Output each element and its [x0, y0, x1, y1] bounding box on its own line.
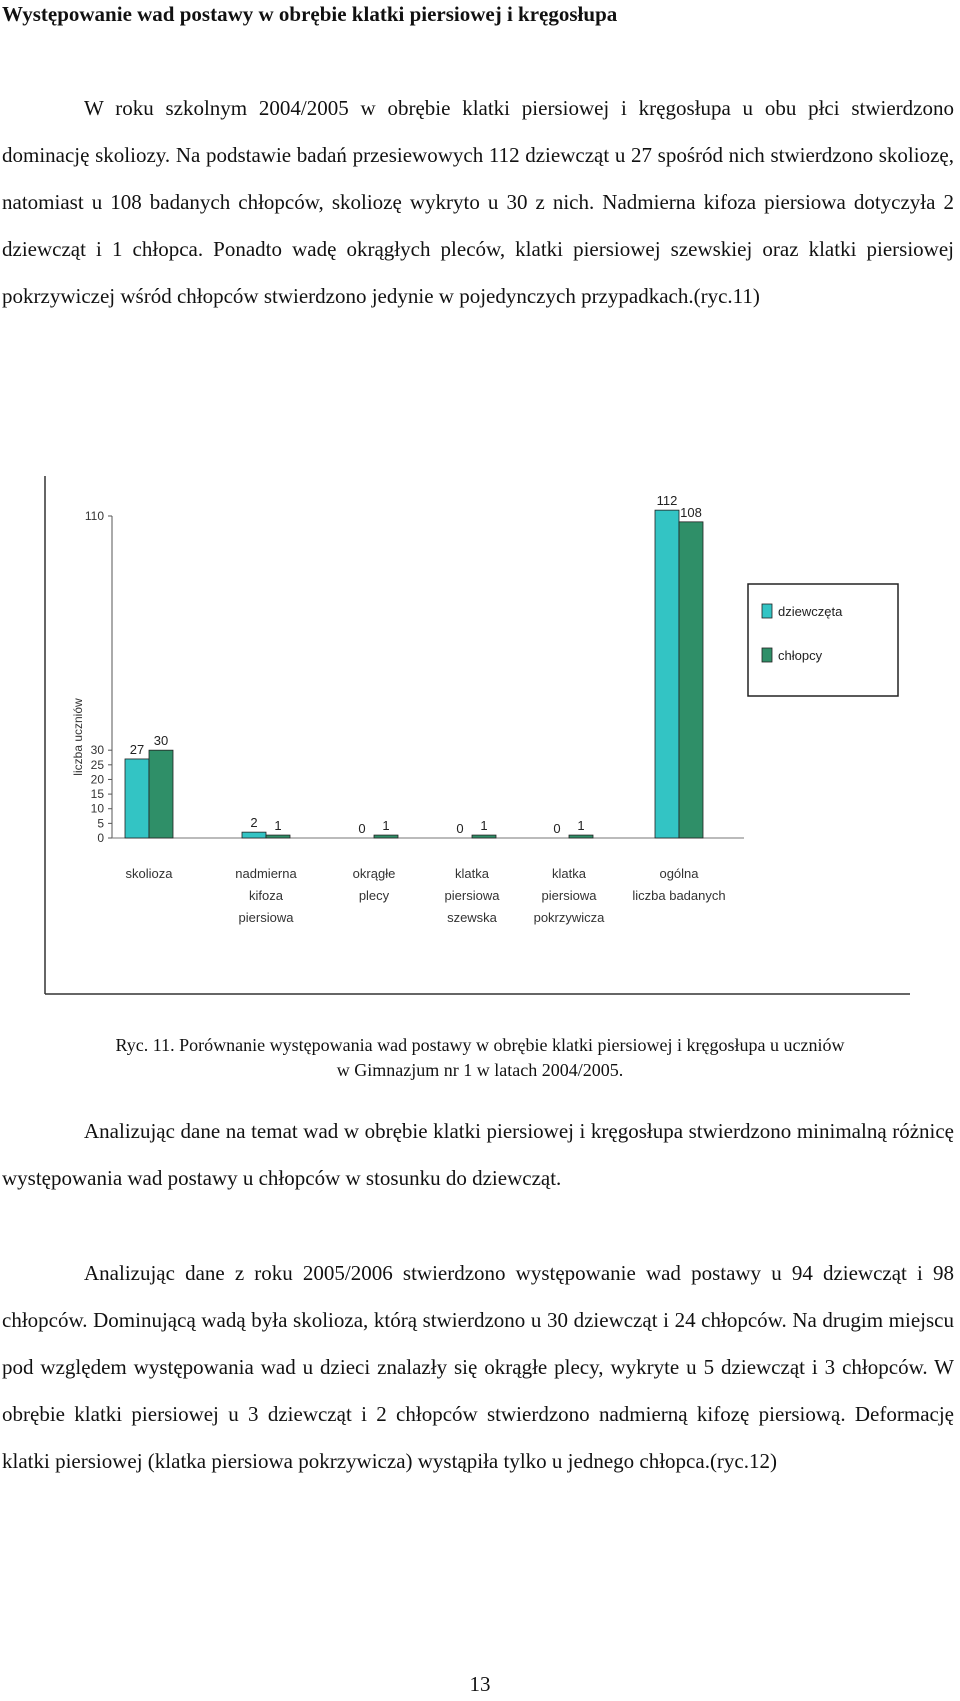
bar [569, 835, 593, 838]
figure-chart [44, 476, 910, 996]
section-heading: Występowanie wad postawy w obrębie klatki piersiowej i kręgosłupa [2, 2, 618, 26]
category-label: ogólna [659, 866, 699, 881]
data-label: 0 [358, 821, 366, 836]
category-label: piersiowa [541, 888, 597, 903]
data-label: 108 [680, 504, 702, 520]
paragraph-intro-text: W roku szkolnym 2004/2005 w obrębie klatki piersiowej i kręgosłupa u obu płci stwierdzono dominację skoliozy. Na podstawie badań przesiewowych 112 dziewcząt u 27 spośród nich stwierdzono skoliozę, natomiast u 108 badanych chłopców, skoliozę wykryto u 30 z nich. Nadmierna kifoza piersiowa dotyczyła 2 dziewcząt i 1 chłopca. Ponadto wadę okrągłych pleców, klatki piersiowej szewskiej oraz klatki piersiowej pokrzywiczej wśród chłopców stwierdzono jedynie w pojedynczych przypadkach.(ryc.11) [2, 96, 954, 308]
category-label: kifoza [249, 888, 283, 903]
bar [125, 759, 149, 838]
category-label: nadmierna [235, 866, 297, 881]
category-label: plecy [358, 888, 390, 903]
category-label: klatka [552, 866, 586, 881]
category-label: piersiowa [444, 888, 500, 903]
bar [149, 750, 173, 838]
figure-caption-line-1: Ryc. 11. Porównanie występowania wad postawy w obrębie klatki piersiowej i kręgosłupa u uczniów [115, 1035, 845, 1055]
data-label: 112 [656, 493, 678, 509]
data-label: 27 [129, 741, 145, 757]
bar [242, 832, 266, 838]
data-label: 1 [480, 818, 488, 834]
category-label: skolioza [125, 866, 173, 881]
y-tick-label: 5 [97, 816, 104, 831]
bar [655, 510, 679, 838]
category-label: piersiowa [238, 910, 294, 925]
paragraph-2005-2006 [2, 1250, 954, 1485]
data-label: 1 [274, 818, 282, 834]
y-tick-label: 110 [84, 509, 104, 523]
category-label: pokrzywicza [533, 910, 605, 925]
paragraph-analysis [2, 1108, 954, 1202]
data-label: 2 [250, 815, 258, 831]
y-tick-label: 10 [90, 801, 104, 816]
page-number: 13 [469, 1672, 491, 1696]
legend-box [748, 584, 898, 696]
category-label: klatka [455, 866, 489, 881]
data-label: 0 [456, 821, 464, 836]
bar [679, 522, 703, 838]
category-label: okrągłe [352, 866, 396, 881]
data-label: 1 [577, 818, 585, 834]
legend-label: chłopcy [778, 648, 823, 663]
y-tick-label: 30 [90, 743, 104, 758]
y-tick-label: 0 [97, 831, 104, 845]
legend-swatch [762, 648, 772, 662]
paragraph-2005-2006-text: Analizując dane z roku 2005/2006 stwierdzono występowanie wad postawy u 94 dziewcząt i 98 chłopców. Dominującą wadą była skolioza, którą stwierdzono u 30 dziewcząt i 24 chłopców. Na drugim miejscu pod względem występowania wad u dzieci znalazły się okrągłe plecy, wykryte u 5 dziewcząt i 3 chłopców. W obrębie klatki piersiowej u 3 dziewcząt i 2 chłopców stwierdzono nadmierną kifozę piersiową. Deformację klatki piersiowej (klatka piersiowa pokrzywicza) wystąpiła tylko u jednego chłopca.(ryc.12) [2, 1261, 954, 1473]
bar-chart [44, 476, 910, 996]
bar [472, 835, 496, 838]
legend-swatch [762, 604, 772, 618]
data-label: 0 [553, 821, 561, 836]
legend-label: dziewczęta [778, 604, 843, 619]
paragraph-intro [2, 85, 954, 320]
data-label: 30 [153, 733, 169, 749]
y-axis-title: liczba uczniów [71, 698, 85, 776]
bar [266, 835, 290, 838]
bar [374, 835, 398, 838]
y-tick-label: 15 [90, 787, 104, 802]
data-label: 1 [382, 818, 390, 834]
y-tick-label: 20 [90, 772, 104, 787]
category-label: liczba badanych [632, 888, 726, 903]
category-label: szewska [447, 910, 497, 925]
figure-caption [0, 1033, 960, 1083]
figure-caption-line-2: w Gimnazjum nr 1 w latach 2004/2005. [336, 1060, 624, 1080]
y-tick-label: 25 [90, 757, 104, 772]
paragraph-analysis-text: Analizując dane na temat wad w obrębie klatki piersiowej i kręgosłupa stwierdzono minimalną różnicę występowania wad postawy u chłopców w stosunku do dziewcząt. [2, 1119, 954, 1190]
